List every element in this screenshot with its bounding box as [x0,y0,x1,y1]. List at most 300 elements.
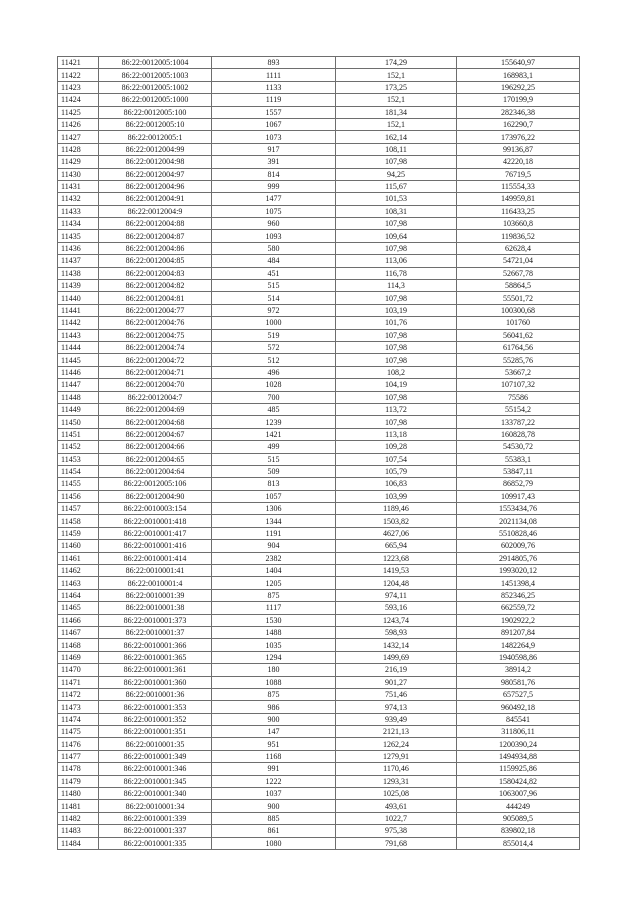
area-cell: 960 [212,218,336,230]
unit-value-cell: 113,72 [336,403,457,415]
unit-value-cell: 152,1 [336,118,457,130]
row-number-cell: 11421 [58,57,99,69]
area-cell: 813 [212,478,336,490]
row-number-cell: 11430 [58,168,99,180]
cadastral-value-cell: 839802,18 [457,825,580,837]
area-cell: 814 [212,168,336,180]
cadastral-number-cell: 86:22:0012004:72 [99,354,212,366]
row-number-cell: 11453 [58,453,99,465]
area-cell: 1205 [212,577,336,589]
unit-value-cell: 174,29 [336,57,457,69]
cadastral-number-cell: 86:22:0012004:90 [99,490,212,502]
table-row [58,812,580,824]
unit-value-cell: 107,98 [336,329,457,341]
row-number-cell: 11470 [58,664,99,676]
unit-value-cell: 107,98 [336,391,457,403]
cadastral-value-cell: 115554,33 [457,180,580,192]
cadastral-value-cell: 657527,5 [457,688,580,700]
cadastral-value-cell: 2021134,08 [457,515,580,527]
unit-value-cell: 107,98 [336,156,457,168]
unit-value-cell: 4627,06 [336,527,457,539]
unit-value-cell: 101,53 [336,193,457,205]
area-cell: 1057 [212,490,336,502]
cadastral-value-cell: 196292,25 [457,81,580,93]
cadastral-value-cell: 38914,2 [457,664,580,676]
cadastral-number-cell: 86:22:0012004:85 [99,255,212,267]
unit-value-cell: 1262,24 [336,738,457,750]
unit-value-cell: 107,98 [336,292,457,304]
unit-value-cell: 107,54 [336,453,457,465]
cadastral-number-cell: 86:22:0010001:38 [99,602,212,614]
cadastral-value-cell: 61764,56 [457,341,580,353]
area-cell: 1088 [212,676,336,688]
area-cell: 1067 [212,118,336,130]
area-cell: 515 [212,280,336,292]
unit-value-cell: 108,11 [336,143,457,155]
unit-value-cell: 107,98 [336,354,457,366]
area-cell: 485 [212,403,336,415]
table-row [58,317,580,329]
cadastral-number-cell: 86:22:0010001:353 [99,701,212,713]
area-cell: 1080 [212,837,336,849]
unit-value-cell: 1025,08 [336,788,457,800]
row-number-cell: 11461 [58,552,99,564]
area-cell: 2382 [212,552,336,564]
row-number-cell: 11479 [58,775,99,787]
row-number-cell: 11473 [58,701,99,713]
cadastral-value-cell: 1553434,76 [457,503,580,515]
cadastral-value-cell: 1940598,86 [457,651,580,663]
row-number-cell: 11484 [58,837,99,849]
area-cell: 147 [212,726,336,738]
row-number-cell: 11437 [58,255,99,267]
cadastral-value-cell: 116433,25 [457,205,580,217]
area-cell: 1028 [212,379,336,391]
table-row [58,180,580,192]
row-number-cell: 11426 [58,118,99,130]
row-number-cell: 11445 [58,354,99,366]
table-row [58,280,580,292]
cadastral-number-cell: 86:22:0012004:68 [99,416,212,428]
unit-value-cell: 103,19 [336,304,457,316]
cadastral-value-cell: 852346,25 [457,589,580,601]
unit-value-cell: 107,98 [336,218,457,230]
cadastral-number-cell: 86:22:0010001:417 [99,527,212,539]
table-row [58,701,580,713]
cadastral-number-cell: 86:22:0010001:360 [99,676,212,688]
cadastral-value-cell: 54530,72 [457,441,580,453]
area-cell: 515 [212,453,336,465]
row-number-cell: 11440 [58,292,99,304]
unit-value-cell: 115,67 [336,180,457,192]
row-number-cell: 11428 [58,143,99,155]
row-number-cell: 11438 [58,267,99,279]
table-row [58,503,580,515]
unit-value-cell: 598,93 [336,626,457,638]
row-number-cell: 11478 [58,763,99,775]
cadastral-value-cell: 980581,76 [457,676,580,688]
table-row [58,118,580,130]
cadastral-value-cell: 845541 [457,713,580,725]
row-number-cell: 11441 [58,304,99,316]
row-number-cell: 11439 [58,280,99,292]
table-row [58,69,580,81]
row-number-cell: 11423 [58,81,99,93]
area-cell: 917 [212,143,336,155]
cadastral-number-cell: 86:22:0010001:35 [99,738,212,750]
area-cell: 875 [212,589,336,601]
cadastral-number-cell: 86:22:0012004:98 [99,156,212,168]
cadastral-number-cell: 86:22:0012004:65 [99,453,212,465]
area-cell: 1037 [212,788,336,800]
cadastral-value-cell: 42220,18 [457,156,580,168]
table-row [58,354,580,366]
cadastral-number-cell: 86:22:0010001:373 [99,614,212,626]
table-row [58,664,580,676]
cadastral-value-cell: 1902922,2 [457,614,580,626]
row-number-cell: 11466 [58,614,99,626]
cadastral-number-cell: 86:22:0012005:1002 [99,81,212,93]
cadastral-number-cell: 86:22:0010001:339 [99,812,212,824]
area-cell: 1222 [212,775,336,787]
area-cell: 572 [212,341,336,353]
cadastral-value-cell: 109917,43 [457,490,580,502]
unit-value-cell: 108,2 [336,366,457,378]
table-row [58,713,580,725]
cadastral-value-cell: 100300,68 [457,304,580,316]
cadastral-number-cell: 86:22:0012004:83 [99,267,212,279]
unit-value-cell: 1293,31 [336,775,457,787]
unit-value-cell: 901,27 [336,676,457,688]
area-cell: 1111 [212,69,336,81]
unit-value-cell: 107,98 [336,416,457,428]
unit-value-cell: 1022,7 [336,812,457,824]
unit-value-cell: 1499,69 [336,651,457,663]
row-number-cell: 11471 [58,676,99,688]
cadastral-value-cell: 58864,5 [457,280,580,292]
area-cell: 1119 [212,94,336,106]
area-cell: 893 [212,57,336,69]
row-number-cell: 11483 [58,825,99,837]
unit-value-cell: 665,94 [336,540,457,552]
area-cell: 512 [212,354,336,366]
cadastral-value-cell: 1063007,96 [457,788,580,800]
table-row [58,230,580,242]
cadastral-number-cell: 86:22:0012004:69 [99,403,212,415]
cadastral-value-cell: 1200390,24 [457,738,580,750]
unit-value-cell: 103,99 [336,490,457,502]
unit-value-cell: 1432,14 [336,639,457,651]
table-row [58,626,580,638]
cadastral-value-cell: 960492,18 [457,701,580,713]
row-number-cell: 11477 [58,750,99,762]
area-cell: 1421 [212,428,336,440]
area-cell: 1073 [212,131,336,143]
cadastral-value-cell: 282346,38 [457,106,580,118]
cadastral-value-cell: 76719,5 [457,168,580,180]
cadastral-number-cell: 86:22:0012004:97 [99,168,212,180]
row-number-cell: 11424 [58,94,99,106]
area-cell: 1000 [212,317,336,329]
table-row [58,651,580,663]
cadastral-value-cell: 170199,9 [457,94,580,106]
unit-value-cell: 113,06 [336,255,457,267]
cadastral-number-cell: 86:22:0010001:418 [99,515,212,527]
unit-value-cell: 1243,74 [336,614,457,626]
cadastral-number-cell: 86:22:0012004:99 [99,143,212,155]
row-number-cell: 11436 [58,242,99,254]
table-row [58,688,580,700]
cadastral-number-cell: 86:22:0010001:41 [99,565,212,577]
table-row [58,800,580,812]
unit-value-cell: 106,83 [336,478,457,490]
cadastral-number-cell: 86:22:0012004:88 [99,218,212,230]
table-row [58,94,580,106]
row-number-cell: 11464 [58,589,99,601]
cadastral-number-cell: 86:22:0012004:82 [99,280,212,292]
table-row [58,341,580,353]
cadastral-number-cell: 86:22:0010001:39 [99,589,212,601]
cadastral-value-cell: 54721,04 [457,255,580,267]
cadastral-value-cell: 56041,62 [457,329,580,341]
area-cell: 1530 [212,614,336,626]
area-cell: 885 [212,812,336,824]
cadastral-value-cell: 662559,72 [457,602,580,614]
row-number-cell: 11434 [58,218,99,230]
table-row [58,255,580,267]
area-cell: 861 [212,825,336,837]
area-cell: 499 [212,441,336,453]
row-number-cell: 11433 [58,205,99,217]
unit-value-cell: 105,79 [336,465,457,477]
unit-value-cell: 1223,68 [336,552,457,564]
unit-value-cell: 113,18 [336,428,457,440]
unit-value-cell: 751,46 [336,688,457,700]
cadastral-number-cell: 86:22:0010001:351 [99,726,212,738]
area-cell: 904 [212,540,336,552]
row-number-cell: 11480 [58,788,99,800]
table-row [58,366,580,378]
cadastral-value-cell: 55154,2 [457,403,580,415]
row-number-cell: 11474 [58,713,99,725]
cadastral-number-cell: 86:22:0012004:70 [99,379,212,391]
cadastral-value-cell: 155640,97 [457,57,580,69]
unit-value-cell: 107,98 [336,242,457,254]
cadastral-number-cell: 86:22:0010001:361 [99,664,212,676]
table-row [58,478,580,490]
area-cell: 900 [212,713,336,725]
row-number-cell: 11442 [58,317,99,329]
table-row [58,441,580,453]
unit-value-cell: 101,76 [336,317,457,329]
cadastral-number-cell: 86:22:0012004:76 [99,317,212,329]
table-row [58,490,580,502]
cadastral-number-cell: 86:22:0010001:346 [99,763,212,775]
row-number-cell: 11422 [58,69,99,81]
unit-value-cell: 791,68 [336,837,457,849]
cadastral-value-cell: 53847,11 [457,465,580,477]
table-row [58,131,580,143]
area-cell: 1168 [212,750,336,762]
cadastral-number-cell: 86:22:0010001:37 [99,626,212,638]
table-row [58,565,580,577]
area-cell: 900 [212,800,336,812]
cadastral-value-cell: 2914805,76 [457,552,580,564]
cadastral-value-cell: 168983,1 [457,69,580,81]
cadastral-value-cell: 107107,32 [457,379,580,391]
unit-value-cell: 109,28 [336,441,457,453]
table-row [58,577,580,589]
area-cell: 1075 [212,205,336,217]
unit-value-cell: 1204,48 [336,577,457,589]
row-number-cell: 11468 [58,639,99,651]
cadastral-value-cell: 86852,79 [457,478,580,490]
cadastral-number-cell: 86:22:0012005:100 [99,106,212,118]
row-number-cell: 11454 [58,465,99,477]
cadastral-number-cell: 86:22:0012004:7 [99,391,212,403]
table-row [58,837,580,849]
area-cell: 391 [212,156,336,168]
unit-value-cell: 216,19 [336,664,457,676]
cadastral-number-cell: 86:22:0010001:337 [99,825,212,837]
table-row [58,391,580,403]
cadastral-value-cell: 52667,78 [457,267,580,279]
unit-value-cell: 493,61 [336,800,457,812]
cadastral-value-cell: 160828,78 [457,428,580,440]
cadastral-number-cell: 86:22:0012004:64 [99,465,212,477]
unit-value-cell: 1503,82 [336,515,457,527]
table-row [58,825,580,837]
row-number-cell: 11476 [58,738,99,750]
table-row [58,403,580,415]
row-number-cell: 11469 [58,651,99,663]
cadastral-value-cell: 311806,11 [457,726,580,738]
row-number-cell: 11463 [58,577,99,589]
cadastral-number-cell: 86:22:0012005:1000 [99,94,212,106]
area-cell: 1035 [212,639,336,651]
unit-value-cell: 104,19 [336,379,457,391]
unit-value-cell: 2121,13 [336,726,457,738]
unit-value-cell: 1170,46 [336,763,457,775]
cadastral-number-cell: 86:22:0010001:34 [99,800,212,812]
table-row [58,465,580,477]
area-cell: 1344 [212,515,336,527]
cadastral-value-cell: 173976,22 [457,131,580,143]
row-number-cell: 11447 [58,379,99,391]
cadastral-value-cell: 1159925,86 [457,763,580,775]
cadastral-number-cell: 86:22:0012004:96 [99,180,212,192]
unit-value-cell: 108,31 [336,205,457,217]
unit-value-cell: 114,3 [336,280,457,292]
cadastral-value-cell: 855014,4 [457,837,580,849]
cadastral-value-cell: 891207,84 [457,626,580,638]
unit-value-cell: 1189,46 [336,503,457,515]
cadastral-value-cell: 905089,5 [457,812,580,824]
row-number-cell: 11459 [58,527,99,539]
area-cell: 1488 [212,626,336,638]
cadastral-number-cell: 86:22:0012004:81 [99,292,212,304]
unit-value-cell: 975,38 [336,825,457,837]
cadastral-value-cell: 149959,81 [457,193,580,205]
table-row [58,218,580,230]
table-row [58,527,580,539]
table-row [58,143,580,155]
table-row [58,589,580,601]
area-cell: 1306 [212,503,336,515]
cadastral-value-cell: 1451398,4 [457,577,580,589]
area-cell: 972 [212,304,336,316]
cadastral-number-cell: 86:22:0012004:71 [99,366,212,378]
row-number-cell: 11450 [58,416,99,428]
cadastral-value-cell: 1993020,12 [457,565,580,577]
row-number-cell: 11475 [58,726,99,738]
area-cell: 519 [212,329,336,341]
land-valuation-table [57,56,580,850]
cadastral-value-cell: 55383,1 [457,453,580,465]
table-row [58,57,580,69]
cadastral-number-cell: 86:22:0012005:1003 [99,69,212,81]
cadastral-number-cell: 86:22:0010001:352 [99,713,212,725]
unit-value-cell: 939,49 [336,713,457,725]
cadastral-value-cell: 133787,22 [457,416,580,428]
area-cell: 1191 [212,527,336,539]
area-cell: 1294 [212,651,336,663]
area-cell: 1239 [212,416,336,428]
cadastral-number-cell: 86:22:0010003:154 [99,503,212,515]
row-number-cell: 11482 [58,812,99,824]
unit-value-cell: 593,16 [336,602,457,614]
table-row [58,416,580,428]
area-cell: 999 [212,180,336,192]
cadastral-value-cell: 444249 [457,800,580,812]
row-number-cell: 11432 [58,193,99,205]
cadastral-value-cell: 5510828,46 [457,527,580,539]
area-cell: 451 [212,267,336,279]
area-cell: 951 [212,738,336,750]
row-number-cell: 11472 [58,688,99,700]
table-row [58,267,580,279]
cadastral-number-cell: 86:22:0010001:335 [99,837,212,849]
cadastral-number-cell: 86:22:0010001:416 [99,540,212,552]
cadastral-number-cell: 86:22:0012004:9 [99,205,212,217]
table-row [58,168,580,180]
table-row [58,639,580,651]
cadastral-number-cell: 86:22:0010001:340 [99,788,212,800]
row-number-cell: 11460 [58,540,99,552]
table-row [58,726,580,738]
table-row [58,750,580,762]
row-number-cell: 11451 [58,428,99,440]
cadastral-number-cell: 86:22:0010001:36 [99,688,212,700]
area-cell: 1133 [212,81,336,93]
row-number-cell: 11443 [58,329,99,341]
unit-value-cell: 109,64 [336,230,457,242]
cadastral-number-cell: 86:22:0012004:74 [99,341,212,353]
area-cell: 1557 [212,106,336,118]
unit-value-cell: 152,1 [336,69,457,81]
row-number-cell: 11431 [58,180,99,192]
cadastral-value-cell: 602009,76 [457,540,580,552]
cadastral-number-cell: 86:22:0012004:67 [99,428,212,440]
unit-value-cell: 1279,91 [336,750,457,762]
cadastral-number-cell: 86:22:0012005:10 [99,118,212,130]
row-number-cell: 11452 [58,441,99,453]
row-number-cell: 11429 [58,156,99,168]
area-cell: 986 [212,701,336,713]
row-number-cell: 11467 [58,626,99,638]
cadastral-value-cell: 55501,72 [457,292,580,304]
row-number-cell: 11465 [58,602,99,614]
